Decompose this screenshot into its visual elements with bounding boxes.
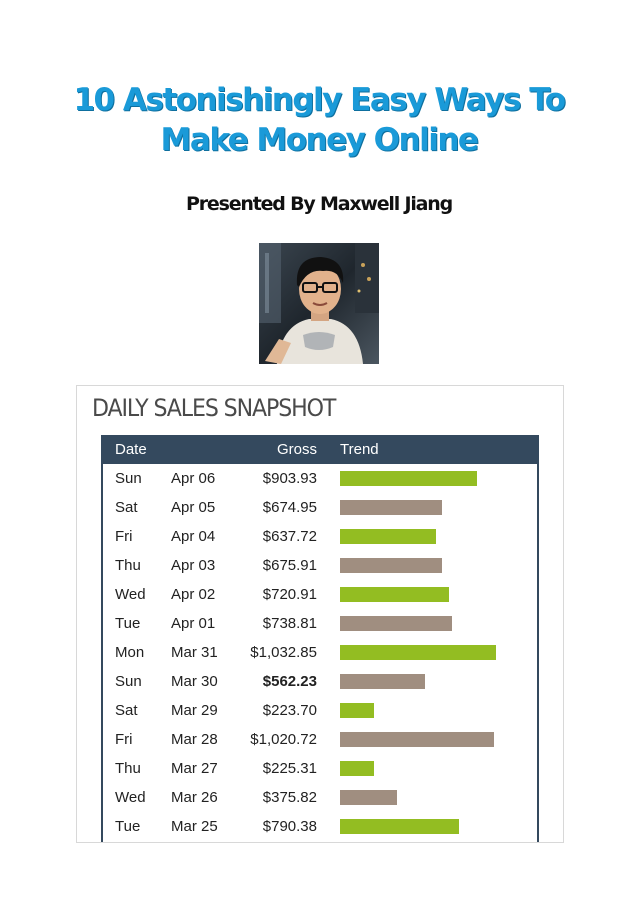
row-date: Apr 03 [171,557,216,574]
table-body [103,464,537,841]
row-date: Mar 30 [171,673,218,690]
row-day: Sun [115,470,142,487]
row-gross: $223.70 [262,702,317,719]
table-header [103,435,537,464]
trend-bar [340,761,374,776]
table-row [103,493,537,522]
row-date: Apr 04 [171,528,216,545]
table-row [103,464,537,493]
row-date: Apr 02 [171,586,216,603]
row-gross: $562.23 [262,673,317,690]
row-date: Mar 28 [171,731,218,748]
row-date: Apr 01 [171,615,216,632]
column-header-date: Date [115,441,147,458]
table-row [103,609,537,638]
title-line-1: 10 Astonishingly Easy Ways To [73,82,565,118]
row-date: Mar 27 [171,760,218,777]
document-title [0,80,638,160]
trend-bar [340,558,442,573]
title-line-2: Make Money Online [160,122,478,158]
table-row [103,551,537,580]
trend-bar [340,587,449,602]
row-gross: $675.91 [262,557,317,574]
trend-bar [340,471,477,486]
row-gross: $738.81 [262,615,317,632]
row-day: Tue [115,615,141,632]
snapshot-title: DAILY SALES SNAPSHOT [92,394,336,422]
trend-bar [340,703,374,718]
table-row [103,754,537,783]
column-header-trend: Trend [340,441,379,458]
sales-table [101,435,539,843]
row-day: Tue [115,818,141,835]
row-date: Mar 31 [171,644,218,661]
trend-bar [340,790,397,805]
table-row [103,812,537,841]
row-gross: $225.31 [262,760,317,777]
row-gross: $720.91 [262,586,317,603]
row-gross: $903.93 [262,470,317,487]
row-day: Thu [115,760,141,777]
row-date: Apr 05 [171,499,216,516]
row-day: Sat [115,499,138,516]
row-gross: $637.72 [262,528,317,545]
trend-bar [340,500,442,515]
table-row [103,696,537,725]
table-row [103,783,537,812]
row-day: Fri [115,731,133,748]
row-day: Sun [115,673,142,690]
trend-bar [340,819,459,834]
trend-bar [340,732,494,747]
row-date: Mar 26 [171,789,218,806]
trend-bar [340,529,436,544]
row-day: Mon [115,644,145,661]
table-row [103,725,537,754]
table-row [103,667,537,696]
row-date: Mar 25 [171,818,218,835]
row-gross: $375.82 [262,789,317,806]
row-gross: $1,032.85 [250,644,317,661]
row-day: Thu [115,557,141,574]
trend-bar [340,616,452,631]
author-photo [259,243,379,364]
table-row [103,522,537,551]
table-row [103,638,537,667]
row-date: Mar 29 [171,702,218,719]
row-day: Fri [115,528,133,545]
row-gross: $674.95 [262,499,317,516]
row-date: Apr 06 [171,470,216,487]
row-day: Wed [115,586,146,603]
table-row [103,580,537,609]
daily-sales-snapshot [76,385,564,843]
column-header-gross: Gross [276,441,317,458]
trend-bar [340,674,425,689]
row-day: Wed [115,789,146,806]
row-gross: $790.38 [262,818,317,835]
presenter-byline: Presented By Maxwell Jiang [186,193,452,215]
row-day: Sat [115,702,138,719]
row-gross: $1,020.72 [250,731,317,748]
trend-bar [340,645,496,660]
